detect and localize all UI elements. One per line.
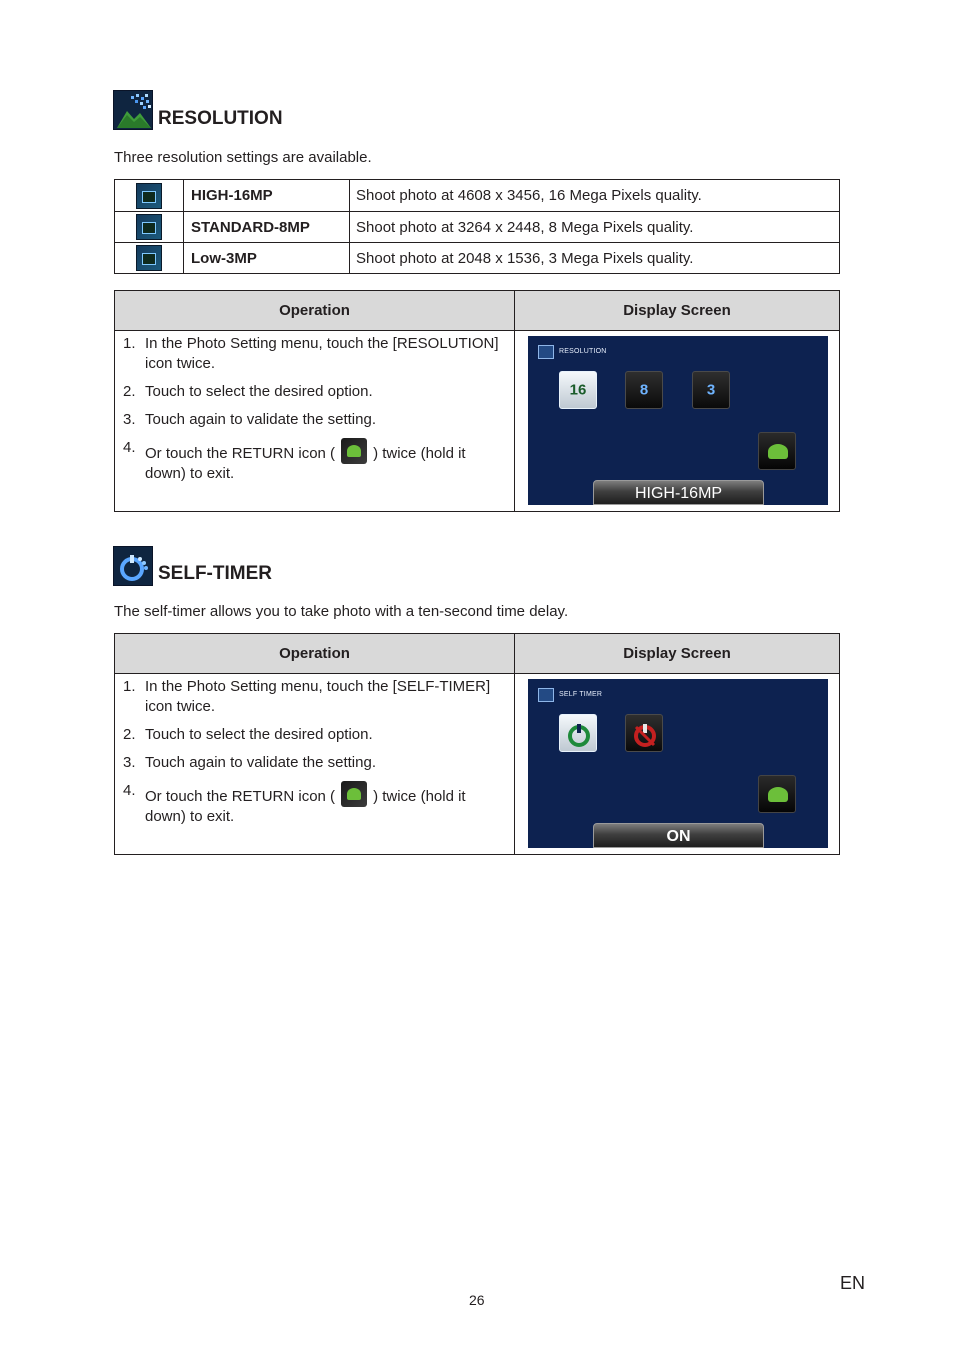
timer-off-icon [626, 715, 664, 753]
screen-header: SELF TIMER [559, 691, 603, 698]
self-timer-section-icon [113, 546, 153, 586]
option-description: Shoot photo at 4608 x 3456, 16 Mega Pixels quality. [350, 180, 840, 212]
resolution-title: RESOLUTION [158, 108, 283, 129]
list-item: 3. Touch again to validate the setting. [123, 754, 376, 771]
list-item: 1. In the Photo Setting menu, touch the [RESOLUTION] icon twice. [123, 335, 499, 372]
selected-value: HIGH-16MP [593, 480, 764, 505]
return-icon [341, 781, 367, 807]
self-timer-operation-table [114, 633, 840, 855]
return-button[interactable] [758, 432, 796, 470]
self-timer-intro: The self-timer allows you to take photo with a ten-second time delay. [114, 603, 569, 620]
resolution-standard-option[interactable]: 8 [625, 371, 663, 409]
self-timer-icon [538, 688, 554, 702]
resolution-display-screen [528, 336, 828, 505]
resolution-low-icon [136, 245, 162, 271]
list-item: 3. Touch again to validate the setting. [123, 411, 376, 428]
option-name: HIGH-16MP [184, 180, 350, 212]
timer-on-icon [560, 715, 598, 753]
option-description: Shoot photo at 3264 x 2448, 8 Mega Pixels quality. [350, 212, 840, 243]
list-item: 4. Or touch the RETURN icon ( ) twice (hold it down) to exit. [123, 439, 466, 482]
resolution-section-icon [113, 90, 153, 130]
self-timer-display-screen [528, 679, 828, 848]
self-timer-on-option[interactable] [559, 714, 597, 752]
resolution-high-option[interactable]: 16 [559, 371, 597, 409]
resolution-steps [116, 334, 504, 484]
resolution-standard-icon [136, 214, 162, 240]
resolution-icon [538, 345, 554, 359]
list-item: 1. In the Photo Setting menu, touch the [SELF-TIMER] icon twice. [123, 678, 491, 715]
resolution-low-option[interactable]: 3 [692, 371, 730, 409]
language-label: EN [840, 1273, 866, 1293]
table-row [115, 243, 840, 274]
screen-header: RESOLUTION [559, 348, 607, 355]
resolution-intro: Three resolution settings are available. [114, 149, 372, 166]
display-screen-header: Display Screen [515, 634, 840, 674]
list-item: 4. Or touch the RETURN icon ( ) twice (hold it down) to exit. [123, 782, 466, 825]
resolution-options-table [114, 179, 840, 274]
display-screen-header: Display Screen [515, 291, 840, 331]
resolution-operation-table [114, 290, 840, 512]
option-description: Shoot photo at 2048 x 1536, 3 Mega Pixels quality. [350, 243, 840, 274]
table-row [115, 180, 840, 212]
option-name: STANDARD-8MP [184, 212, 350, 243]
page-number: 26 [469, 1292, 485, 1308]
self-timer-off-option[interactable] [625, 714, 663, 752]
resolution-high-icon [136, 183, 162, 209]
return-button[interactable] [758, 775, 796, 813]
list-item: 2. Touch to select the desired option. [123, 383, 373, 400]
selected-value: ON [593, 823, 764, 848]
table-row [115, 212, 840, 243]
operation-header: Operation [115, 291, 515, 331]
option-name: Low-3MP [184, 243, 350, 274]
list-item: 2. Touch to select the desired option. [123, 726, 373, 743]
return-icon [341, 438, 367, 464]
self-timer-steps [116, 677, 504, 827]
self-timer-title: SELF-TIMER [158, 563, 272, 584]
operation-header: Operation [115, 634, 515, 674]
